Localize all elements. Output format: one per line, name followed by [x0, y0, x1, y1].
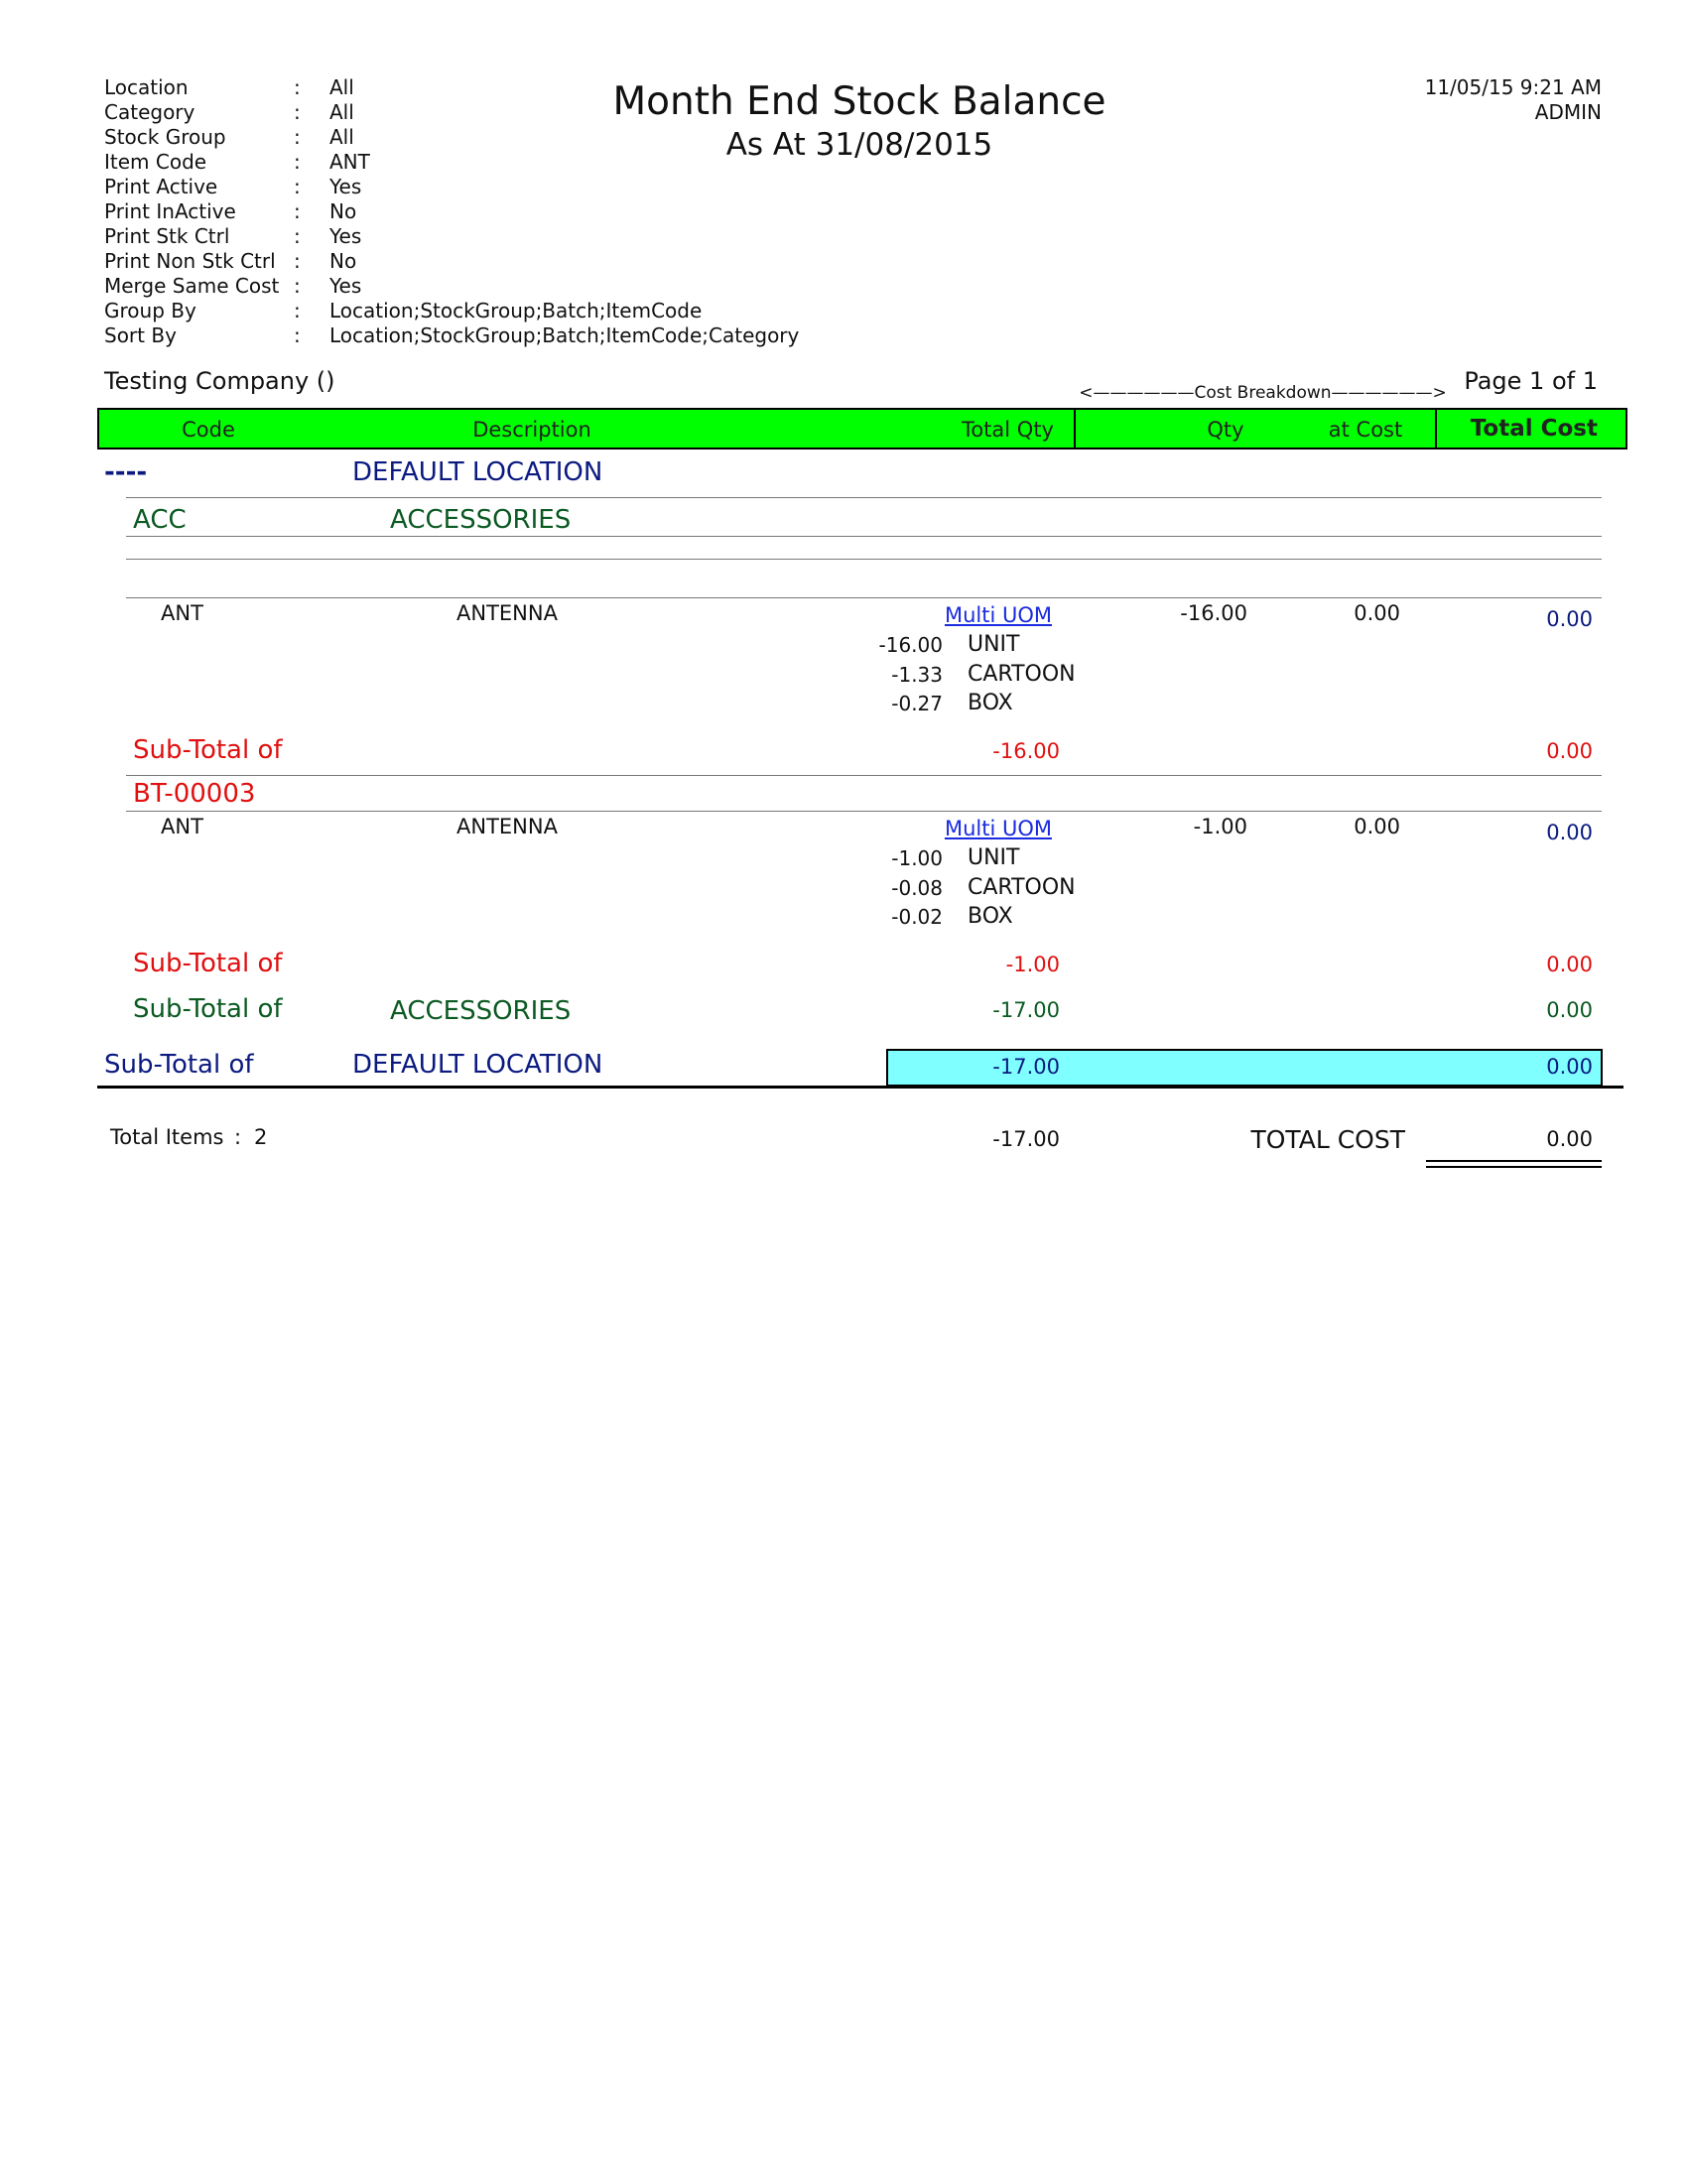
criteria-value: ANT: [329, 150, 370, 174]
location-code: ----: [104, 457, 148, 487]
uom-qty: -1.33: [891, 663, 943, 687]
batch-code: BT-00003: [133, 779, 256, 809]
item-total-cost: 0.00: [1546, 607, 1593, 631]
uom-name: CARTOON: [968, 875, 1076, 900]
item-description: ANTENNA: [456, 815, 558, 838]
col-total-cost: Total Cost: [1470, 416, 1598, 442]
item-code: ANT: [161, 601, 203, 625]
criteria-colon: :: [294, 274, 301, 298]
criteria-colon: :: [294, 224, 301, 248]
total-double-underline: [1426, 1160, 1602, 1168]
stock-group-name: ACCESSORIES: [390, 505, 572, 535]
item-description: ANTENNA: [456, 601, 558, 625]
criteria-label: Sort By: [104, 323, 177, 347]
col-at-cost: at Cost: [1328, 418, 1403, 442]
criteria-colon: :: [294, 75, 301, 99]
criteria-value: Location;StockGroup;Batch;ItemCode;Category: [329, 323, 800, 347]
uom-name: BOX: [968, 904, 1013, 929]
criteria-colon: :: [294, 100, 301, 124]
criteria-value: Location;StockGroup;Batch;ItemCode: [329, 299, 703, 322]
item-code: ANT: [161, 815, 203, 838]
item-at-cost: 0.00: [1354, 601, 1400, 625]
location-total-rule: [97, 1086, 1623, 1089]
subtotal-cost: 0.00: [1546, 739, 1593, 763]
criteria-colon: :: [294, 150, 301, 174]
location-subtotal-qty: -17.00: [992, 1055, 1060, 1079]
divider-line: [126, 811, 1602, 812]
uom-qty: -16.00: [878, 633, 943, 657]
col-code: Code: [182, 418, 235, 442]
divider-line: [126, 597, 1602, 598]
criteria-label: Print Non Stk Ctrl: [104, 249, 276, 273]
subtotal-label: Sub-Total of: [133, 735, 283, 765]
company-name: Testing Company (): [104, 367, 335, 395]
total-cost-label: TOTAL COST: [1250, 1125, 1405, 1154]
location-name: DEFAULT LOCATION: [352, 457, 603, 487]
col-total-qty: Total Qty: [962, 418, 1054, 442]
col-qty: Qty: [1207, 418, 1244, 442]
item-qty: -16.00: [1180, 601, 1247, 625]
header-divider: [1074, 408, 1076, 450]
criteria-value: All: [329, 100, 354, 124]
group-subtotal-name: ACCESSORIES: [390, 996, 572, 1026]
report-title: Month End Stock Balance: [612, 79, 1106, 124]
criteria-label: Stock Group: [104, 125, 226, 149]
report-user: ADMIN: [1534, 100, 1602, 124]
item-at-cost: 0.00: [1354, 815, 1400, 838]
multi-uom-link[interactable]: Multi UOM: [944, 603, 1052, 627]
criteria-colon: :: [294, 199, 301, 223]
criteria-label: Item Code: [104, 150, 207, 174]
item-qty: -1.00: [1193, 815, 1247, 838]
header-divider: [1435, 408, 1437, 450]
criteria-value: Yes: [329, 175, 362, 198]
uom-qty: -1.00: [891, 846, 943, 870]
criteria-value: No: [329, 199, 357, 223]
criteria-label: Print InActive: [104, 199, 236, 223]
criteria-value: Yes: [329, 274, 362, 298]
group-subtotal-qty: -17.00: [992, 998, 1060, 1022]
uom-name: UNIT: [968, 845, 1020, 870]
report-subtitle: As At 31/08/2015: [725, 127, 993, 163]
total-items-colon: :: [234, 1125, 242, 1149]
grand-total-qty: -17.00: [992, 1127, 1060, 1151]
divider-line: [126, 559, 1602, 560]
criteria-colon: :: [294, 299, 301, 322]
col-description: Description: [472, 418, 591, 442]
criteria-colon: :: [294, 249, 301, 273]
subtotal-qty: -16.00: [992, 739, 1060, 763]
multi-uom-link[interactable]: Multi UOM: [944, 817, 1052, 840]
subtotal-label: Sub-Total of: [133, 949, 283, 978]
location-subtotal-name: DEFAULT LOCATION: [352, 1050, 603, 1080]
group-subtotal-label: Sub-Total of: [133, 994, 283, 1024]
criteria-label: Category: [104, 100, 195, 124]
criteria-label: Print Stk Ctrl: [104, 224, 230, 248]
uom-qty: -0.08: [891, 876, 943, 900]
location-subtotal-cost: 0.00: [1546, 1055, 1593, 1079]
item-total-cost: 0.00: [1546, 821, 1593, 844]
criteria-label: Merge Same Cost: [104, 274, 280, 298]
uom-name: CARTOON: [968, 662, 1076, 687]
divider-line: [126, 536, 1602, 537]
criteria-colon: :: [294, 323, 301, 347]
stock-group-code: ACC: [133, 505, 187, 535]
criteria-value: All: [329, 125, 354, 149]
subtotal-qty: -1.00: [1005, 953, 1060, 976]
total-items-label: Total Items: [110, 1125, 224, 1149]
grand-total-cost: 0.00: [1546, 1127, 1593, 1151]
cost-breakdown-label: <——————Cost Breakdown——————>: [1079, 383, 1447, 403]
uom-qty: -0.27: [891, 692, 943, 715]
criteria-label: Print Active: [104, 175, 218, 198]
criteria-colon: :: [294, 175, 301, 198]
page-number: Page 1 of 1: [1464, 367, 1598, 395]
group-subtotal-cost: 0.00: [1546, 998, 1593, 1022]
report-datetime: 11/05/15 9:21 AM: [1424, 75, 1602, 99]
uom-name: UNIT: [968, 632, 1020, 657]
criteria-value: Yes: [329, 224, 362, 248]
divider-line: [126, 497, 1602, 498]
uom-qty: -0.02: [891, 905, 943, 929]
subtotal-cost: 0.00: [1546, 953, 1593, 976]
divider-line: [126, 775, 1602, 776]
criteria-value: No: [329, 249, 357, 273]
criteria-label: Group By: [104, 299, 196, 322]
uom-name: BOX: [968, 691, 1013, 715]
total-items-count: 2: [254, 1125, 268, 1149]
criteria-colon: :: [294, 125, 301, 149]
criteria-value: All: [329, 75, 354, 99]
criteria-label: Location: [104, 75, 189, 99]
location-subtotal-label: Sub-Total of: [104, 1050, 254, 1080]
